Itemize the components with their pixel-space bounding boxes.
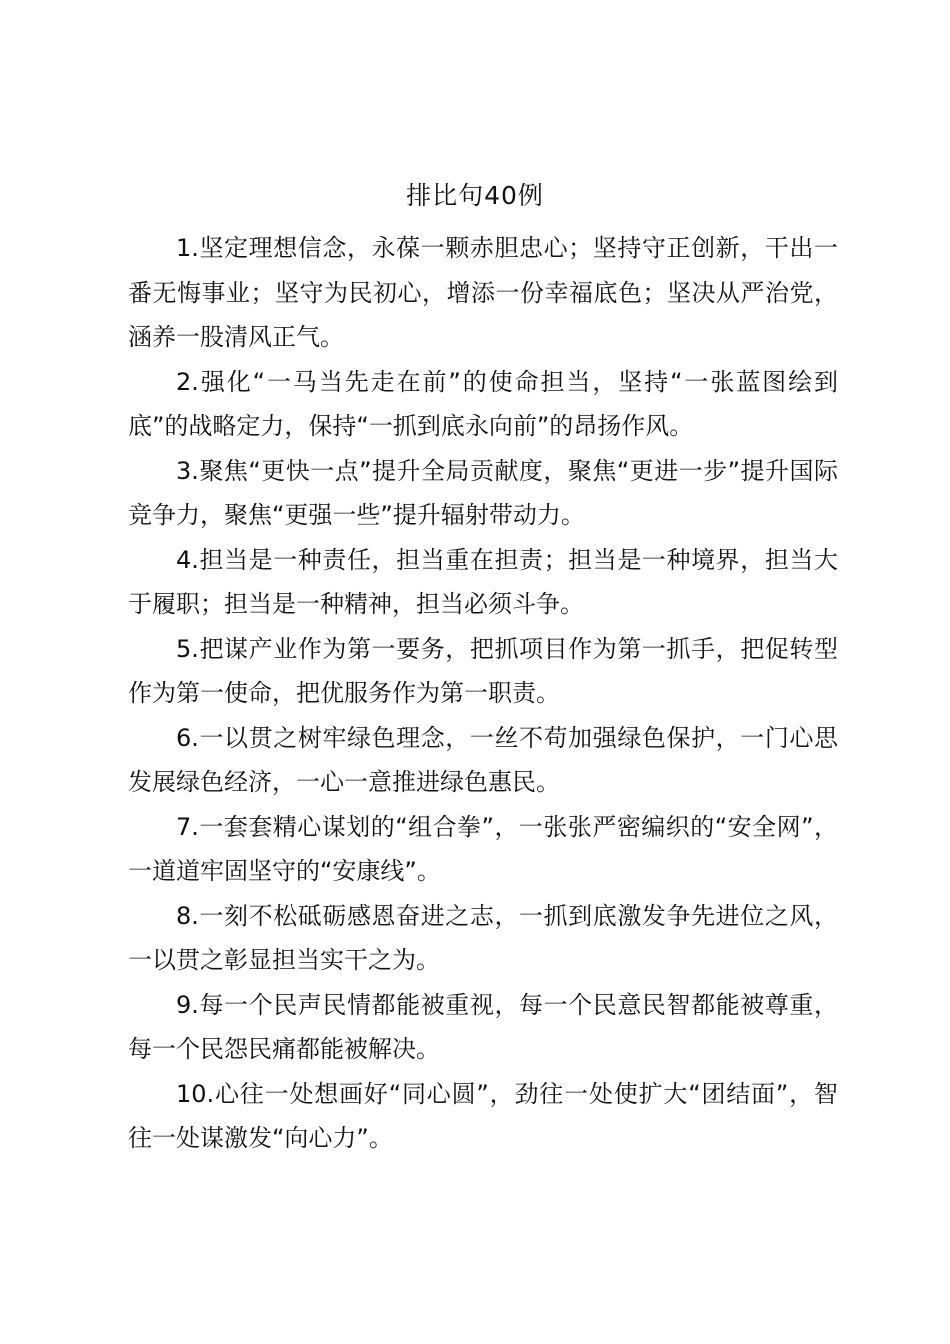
paragraph-9: 9.每一个民声民情都能被重视，每一个民意民智都能被尊重，每一个民怨民痛都能被解决。 bbox=[128, 990, 838, 1063]
paragraph-4: 4.担当是一种责任，担当重在担责；担当是一种境界，担当大于履职；担当是一种精神，担当必须斗争。 bbox=[128, 545, 838, 618]
document-title: 排比句40例 bbox=[406, 181, 544, 210]
document-body bbox=[128, 226, 838, 1161]
paragraph-5: 5.把谋产业作为第一要务，把抓项目作为第一抓手，把促转型作为第一使命，把优服务作为第一职责。 bbox=[128, 634, 838, 707]
paragraph-7: 7.一套套精心谋划的“组合拳”，一张张严密编织的“安全网”，一道道牢固坚守的“安康线”。 bbox=[128, 812, 838, 885]
paragraph-10: 10.心往一处想画好“同心圆”，劲往一处使扩大“团结面”，智往一处谋激发“向心力”。 bbox=[128, 1079, 838, 1152]
paragraph-6: 6.一以贯之树牢绿色理念，一丝不苟加强绿色保护，一门心思发展绿色经济，一心一意推进绿色惠民。 bbox=[128, 723, 838, 796]
paragraph-3: 3.聚焦“更快一点”提升全局贡献度，聚焦“更进一步”提升国际竞争力，聚焦“更强一些”提升辐射带动力。 bbox=[128, 456, 838, 529]
paragraph-1: 1.坚定理想信念，永葆一颗赤胆忠心；坚持守正创新，干出一番无悔事业；坚守为民初心，增添一份幸福底色；坚决从严治党，涵养一股清风正气。 bbox=[128, 234, 838, 351]
paragraph-2: 2.强化“一马当先走在前”的使命担当，坚持“一张蓝图绘到底”的战略定力，保持“一抓到底永向前”的昂扬作风。 bbox=[128, 367, 838, 440]
paragraph-8: 8.一刻不松砥砺感恩奋进之志，一抓到底激发争先进位之风，一以贯之彰显担当实干之为。 bbox=[128, 901, 838, 974]
